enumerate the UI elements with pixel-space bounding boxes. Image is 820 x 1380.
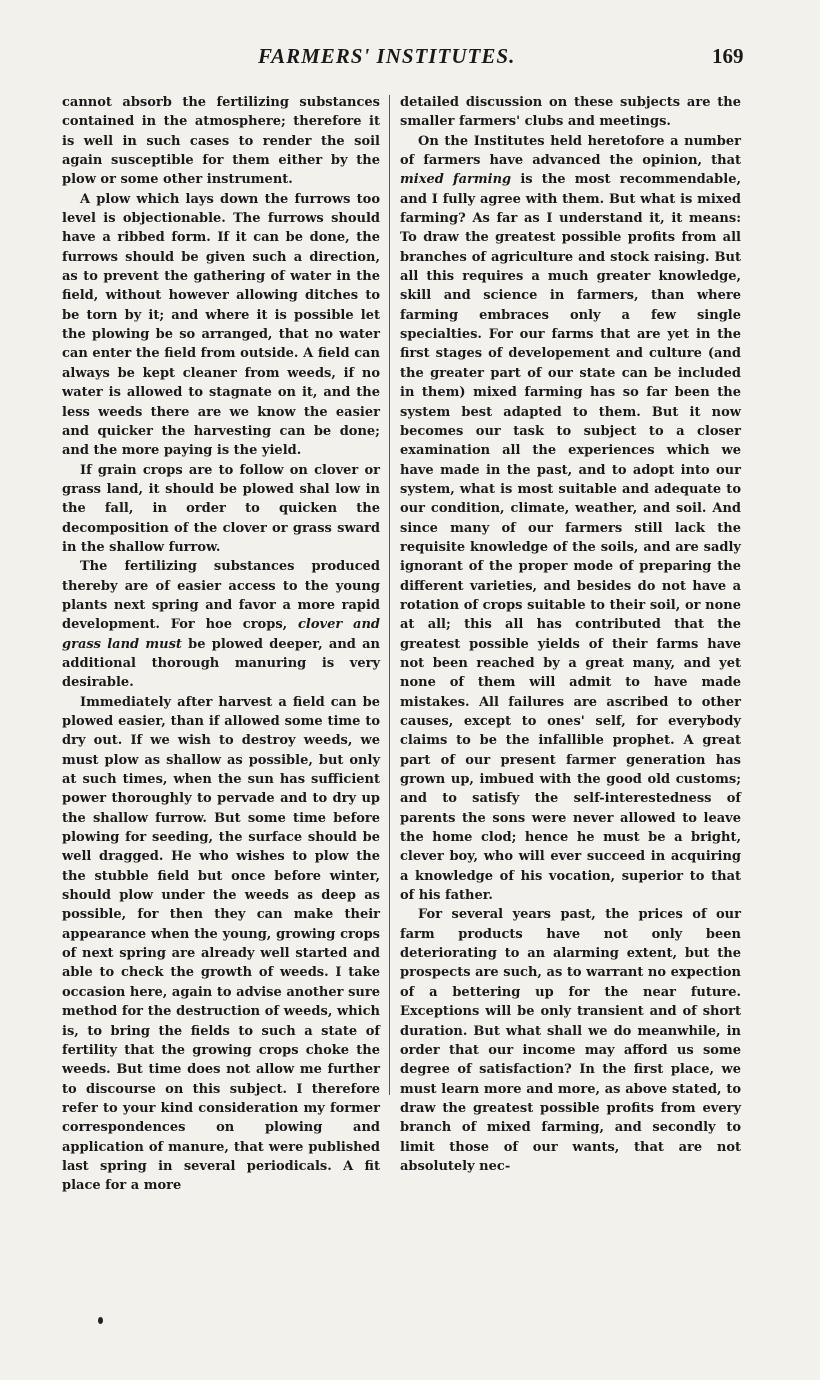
- italic-text: clover and grass land must: [62, 617, 380, 652]
- paragraph: Immediately after harvest a field can be plowed easier, than if allowed some time to dry out. If we wish to destroy weeds, we must plow as shallow as possible, but only at such times, when the sun has sufficient power thoroughly to pervade and to dry up the shallow furrow. But some time before plowing for seeding, the surface should be well dragged. He who wishes to plow the the stubble field but once before winter, should plow under the weeds as deep as possible, for then they can make their appearance when the young, growing crops of next spring are already well started and able to check the growth of weeds. I take occasion here, again to advise another sure method for the destruction of weeds, which is, to bring the fields to such a state of fertility that the growing crops choke the weeds. But time does not allow me further to discourse on this subject. I therefore refer to your kind consideration my former correspondences on plowing and application of manure, that were published last spring in several periodicals. A fit place for a more: [62, 694, 380, 1194]
- text-span: The fertilizing substances produced thereby are of easier access to the young plants next spring and favor a more rapid development. For hoe crops,: [62, 559, 380, 633]
- left-column: [62, 93, 380, 1196]
- paragraph: [62, 557, 380, 692]
- text-span: On the Institutes held heretofore a number of farmers have advanced the opinion, that: [400, 133, 741, 169]
- paragraph: detailed discussion on these subjects are the smaller farmers' clubs and meetings.: [400, 95, 741, 130]
- paragraph: cannot absorb the fertilizing substances contained in the atmosphere; therefore it is well in such cases to render the soil again susceptible for them either by the plow or some other instrument.: [62, 95, 380, 188]
- running-title: FARMERS' INSTITUTES.: [258, 44, 516, 68]
- text-span: be plowed deeper, and an additional thorough manuring is very desirable.: [62, 636, 380, 691]
- page-number: 169: [712, 44, 744, 68]
- column-divider: [389, 95, 390, 1095]
- italic-text: mixed farming: [400, 172, 512, 188]
- text-span: is the most recommendable, and I fully agree with them. But what is mixed farming? As far as I understand it, it means: To draw the greatest possible profits from all branches of agriculture and stock raising. But all this requires a much greater knowledge, skill and science in farmers, than where farming embraces only a few single specialties. For our farms that are yet in the first stages of developement and culture (and the greater part of our state can be included in them) mixed farming has so far been the system best adapted to them. But it now becomes our task to subject to a closer examination all the experiences which we have made in the past, and to adopt into our system, what is most suitable and adequate to our condition, climate, weather, and soil. And since many of our farmers still lack the requisite knowledge of the soils, and are sadly ignorant of the proper mode of preparing the different varieties, and besides do not have a rotation of crops suitable to their soil, or none at all; this all has contributed that the greatest possible yields of their farms have not been reached by a great many, and yet none of them will admit to have made mistakes. All failures are ascribed to other causes, except to ones' self, for everybody claims to be the infallible prophet. A great part of our present farmer generation has grown up, imbued with the good old customs; and to satisfy the self-interestedness of parents the sons were never allowed to leave the home clod; hence he must be a bright, clever boy, who will ever succeed in acquiring a knowledge of his vocation, superior to that of his father.: [400, 172, 741, 904]
- page-header: [0, 44, 820, 74]
- paragraph: For several years past, the prices of our farm products have not only been deteriorating to an alarming extent, but the prospects are such, as to warrant no expection of a bettering up for the near future. Exceptions will be only transient and of short duration. But what shall we do meanwhile, in order that our income may afford us some degree of satisfaction? In the first place, we must learn more and more, as above stated, to draw the greatest possible profits from every branch of mixed farming, and secondly to limit those of our wants, that are not absolutely nec-: [400, 907, 741, 1174]
- paragraph: [400, 132, 741, 906]
- paragraph: A plow which lays down the furrows too level is objectionable. The furrows should have a ribbed form. If it can be done, the furrows should be given such a direction, as to prevent the gathering of water in the field, without however allowing ditches to be torn by it; and where it is possible let the plowing be so arranged, that no water can enter the field from outside. A field can always be kept cleaner from weeds, if no water is allowed to stagnate on it, and the less weeds there are we know the easier and quicker the harvesting can be done; and the more paying is the yield.: [62, 191, 380, 459]
- paragraph: If grain crops are to follow on clover or grass land, it should be plowed shal low in the fall, in order to quicken the decomposition of the clover or grass sward in the shallow furrow.: [62, 462, 380, 555]
- right-column: [400, 93, 741, 1176]
- ink-mark: [98, 1317, 103, 1324]
